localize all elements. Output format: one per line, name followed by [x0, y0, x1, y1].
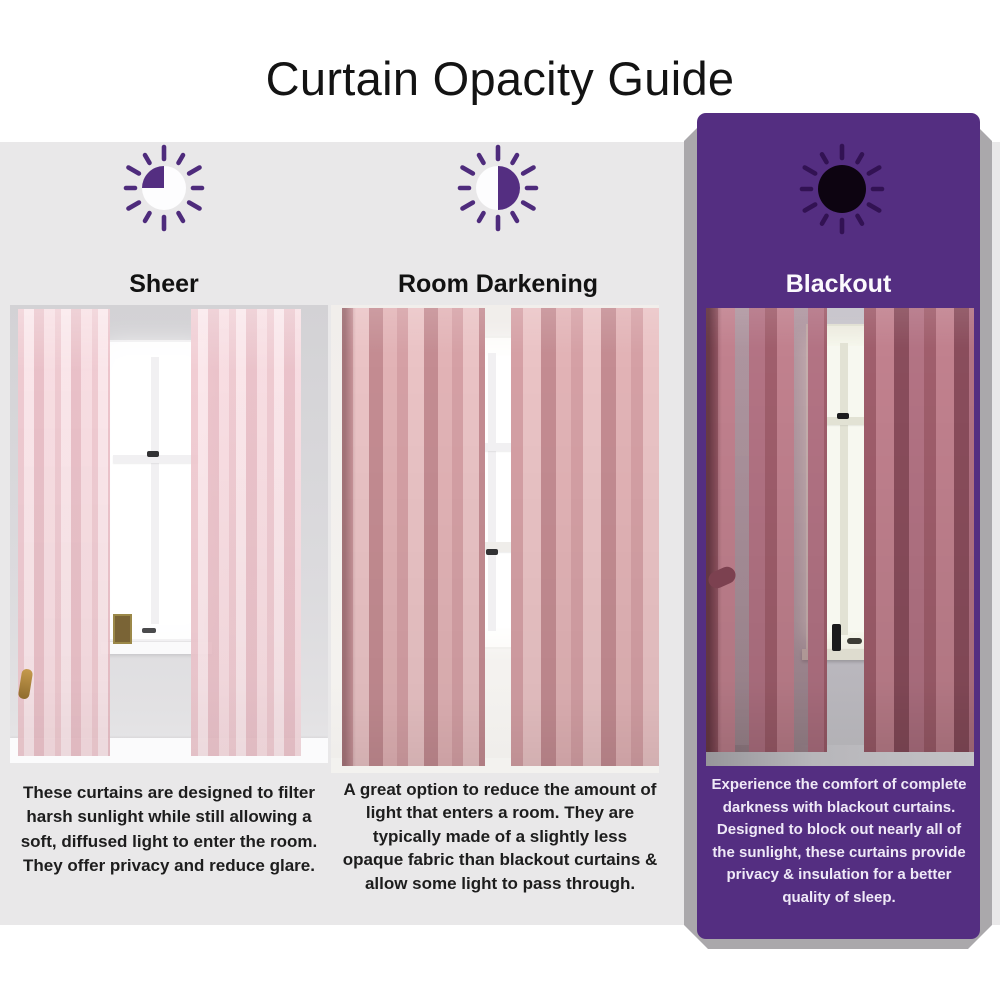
column-label-blackout: Blackout [785, 270, 892, 298]
room-darkening-curtains-photo [331, 305, 659, 773]
bottle-on-sill [832, 624, 841, 651]
window [109, 342, 204, 640]
description-room-darkening: A great option to reduce the amount of light that enters a room. They are typically made of a slightly less opaque fabric than blackout curtains & allow some light to pass through. [342, 780, 658, 893]
column-label-sheer: Sheer [129, 270, 199, 298]
sash-handle [142, 628, 156, 633]
curtain-left [18, 309, 110, 756]
sun-half-filled-icon [438, 128, 558, 248]
curtain-right [191, 309, 301, 756]
curtain-right [511, 308, 659, 767]
page-title: Curtain Opacity Guide [265, 52, 735, 106]
picture-frame [113, 614, 132, 644]
window-latch [486, 549, 498, 555]
blackout-curtains-photo [706, 308, 974, 766]
curtain-left [706, 308, 827, 752]
column-label-room-darkening: Room Darkening [397, 270, 599, 298]
curtain-left [342, 308, 485, 767]
window-muntin-vertical [488, 353, 496, 631]
description-blackout: Experience the comfort of complete darkness with blackout curtains. Designed to block out nearly all of the sunlight, these curtains provide privacy & insulation for a better quality of sleep. [711, 776, 967, 906]
window-muntin-vertical [840, 343, 848, 636]
window-latch [837, 413, 849, 419]
window-latch [147, 451, 159, 457]
sheer-curtains-photo [10, 305, 328, 763]
curtain-right [864, 308, 974, 752]
sun-quarter-filled-icon [104, 128, 224, 248]
sash-handle [847, 638, 862, 644]
window-muntin-vertical [151, 357, 159, 625]
description-sheer: These curtains are designed to filter harsh sunlight while still allowing a soft, diffused light to enter the room. They offer privacy and reduce glare. [20, 783, 318, 876]
sun-fully-dark-icon [779, 126, 905, 252]
